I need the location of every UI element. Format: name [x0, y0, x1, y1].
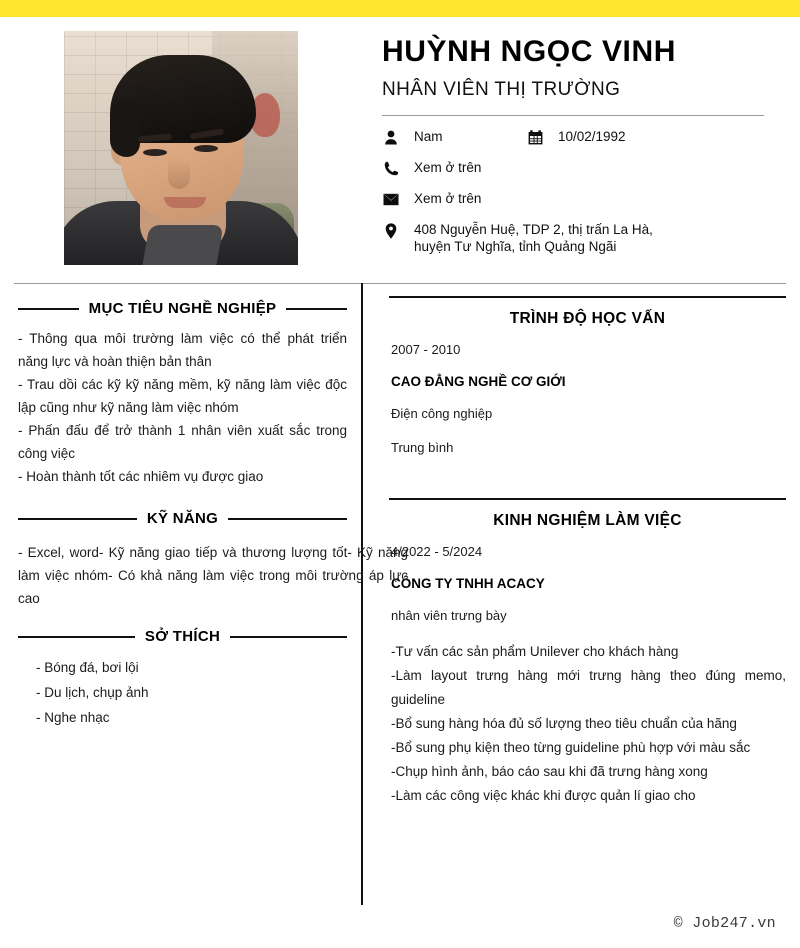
photo-hair-side — [110, 101, 140, 157]
rule-right — [230, 636, 347, 638]
phone-icon — [382, 160, 400, 177]
objective-line: - Hoàn thành tốt các nhiêm vụ được giao — [18, 469, 264, 484]
address-line-1: 408 Nguyễn Huệ, TDP 2, thị trấn La Hà, — [414, 222, 653, 237]
objective-body — [18, 327, 347, 488]
duty-item: -Tư vấn các sản phẩm Unilever cho khách hàng — [391, 644, 679, 659]
cv-body — [0, 283, 800, 905]
education-entry — [389, 340, 786, 458]
experience-entry — [389, 542, 786, 808]
duty-item: -Bổ sung phụ kiện theo từng guideline phù hợp với màu sắc — [391, 740, 751, 755]
duty-item: -Làm layout trưng hàng mới trưng hàng theo đúng memo, guideline — [391, 668, 786, 707]
rule-right — [286, 308, 347, 310]
header-divider — [382, 115, 764, 116]
envelope-icon — [382, 191, 400, 208]
rule-left — [18, 308, 79, 310]
section-title-objective: MỤC TIÊU NGHỀ NGHIỆP — [88, 300, 277, 317]
photo-eye-right — [194, 145, 218, 152]
photo-column — [0, 17, 362, 283]
photo-nose — [168, 159, 190, 189]
contact-gender-value: Nam — [414, 129, 443, 144]
cv-header — [0, 17, 800, 283]
contact-row — [382, 128, 772, 146]
contact-row — [382, 190, 772, 208]
contact-address — [382, 221, 653, 255]
rule-left — [18, 636, 135, 638]
education-major: Điện công nghiệp — [391, 406, 493, 421]
experience-role: nhân viên trưng bày — [391, 608, 507, 623]
experience-duties — [391, 640, 786, 808]
hobby-item: - Bóng đá, bơi lội — [36, 660, 139, 675]
photo-eye-left — [143, 149, 167, 156]
section-title-experience: KINH NGHIỆM LÀM VIỆC — [493, 512, 682, 529]
rule-above-experience — [389, 498, 786, 500]
objective-line: - Trau dồi các kỹ kỹ năng mềm, kỹ năng làm việc độc lập cũng như kỹ năng làm việc nhóm — [18, 377, 347, 415]
contact-phone — [382, 159, 526, 177]
experience-company: CÔNG TY TNHH ACACY — [391, 576, 545, 591]
education-school: CAO ĐẲNG NGHỀ CƠ GIỚI — [391, 374, 566, 389]
left-column — [0, 283, 408, 905]
rule-left — [18, 518, 137, 520]
contact-birthdate-value: 10/02/1992 — [558, 129, 626, 144]
candidate-name: HUỲNH NGỌC VINH — [382, 35, 677, 68]
objective-line: - Phấn đấu để trở thành 1 nhân viên xuất sắc trong công việc — [18, 423, 347, 461]
contact-row — [382, 159, 772, 177]
education-grade: Trung bình — [391, 440, 454, 455]
photo-mouth — [164, 197, 206, 208]
contact-birthdate — [526, 128, 626, 146]
section-header-experience — [389, 498, 786, 530]
duty-item: -Bổ sung hàng hóa đủ số lượng theo tiêu chuẩn của hãng — [391, 716, 737, 731]
contact-address-value — [414, 221, 653, 255]
contact-email-value: Xem ở trên — [414, 191, 482, 206]
location-pin-icon — [382, 222, 400, 239]
footer-copyright: © Job247.vn — [673, 915, 776, 932]
top-accent-bar — [0, 0, 800, 17]
rule-above-education — [389, 296, 786, 298]
contact-phone-value: Xem ở trên — [414, 160, 482, 175]
contact-row — [382, 221, 772, 255]
section-header-education — [389, 296, 786, 328]
objective-line: - Thông qua môi trường làm việc có thể phát triển năng lực và hoàn thiện bản thân — [18, 331, 347, 369]
education-period: 2007 - 2010 — [391, 342, 461, 357]
identity-column — [362, 17, 800, 283]
contact-gender — [382, 128, 526, 146]
hobbies-body — [18, 655, 347, 730]
section-header-skills — [18, 510, 347, 527]
section-header-hobbies — [18, 628, 347, 645]
person-icon — [382, 129, 400, 146]
contact-block — [382, 128, 782, 255]
portrait-photo — [64, 31, 298, 265]
section-header-objective — [18, 300, 347, 317]
skills-body: - Excel, word- Kỹ năng giao tiếp và thương lượng tốt- Kỹ năng làm việc nhóm- Có khả năng làm việc trong môi trường áp lực cao — [18, 545, 408, 606]
hobby-item: - Nghe nhạc — [36, 710, 110, 725]
duty-item: -Làm các công việc khác khi được quản lí giao cho — [391, 788, 696, 803]
section-title-education: TRÌNH ĐỘ HỌC VẤN — [509, 310, 666, 327]
hobby-item: - Du lịch, chụp ảnh — [36, 685, 149, 700]
photo-collar — [142, 225, 223, 265]
section-title-skills: KỸ NĂNG — [146, 510, 219, 527]
experience-period: 4/2022 - 5/2024 — [391, 544, 483, 559]
calendar-icon — [526, 129, 544, 146]
rule-right — [228, 518, 347, 520]
address-line-2: huyện Tư Nghĩa, tỉnh Quảng Ngãi — [414, 239, 617, 254]
contact-email — [382, 190, 526, 208]
section-title-hobbies: SỞ THÍCH — [144, 628, 221, 645]
duty-item: -Chụp hình ảnh, báo cáo sau khi đã trưng hàng xong — [391, 764, 708, 779]
candidate-job-title: NHÂN VIÊN THỊ TRƯỜNG — [382, 79, 621, 100]
right-column — [363, 283, 800, 905]
